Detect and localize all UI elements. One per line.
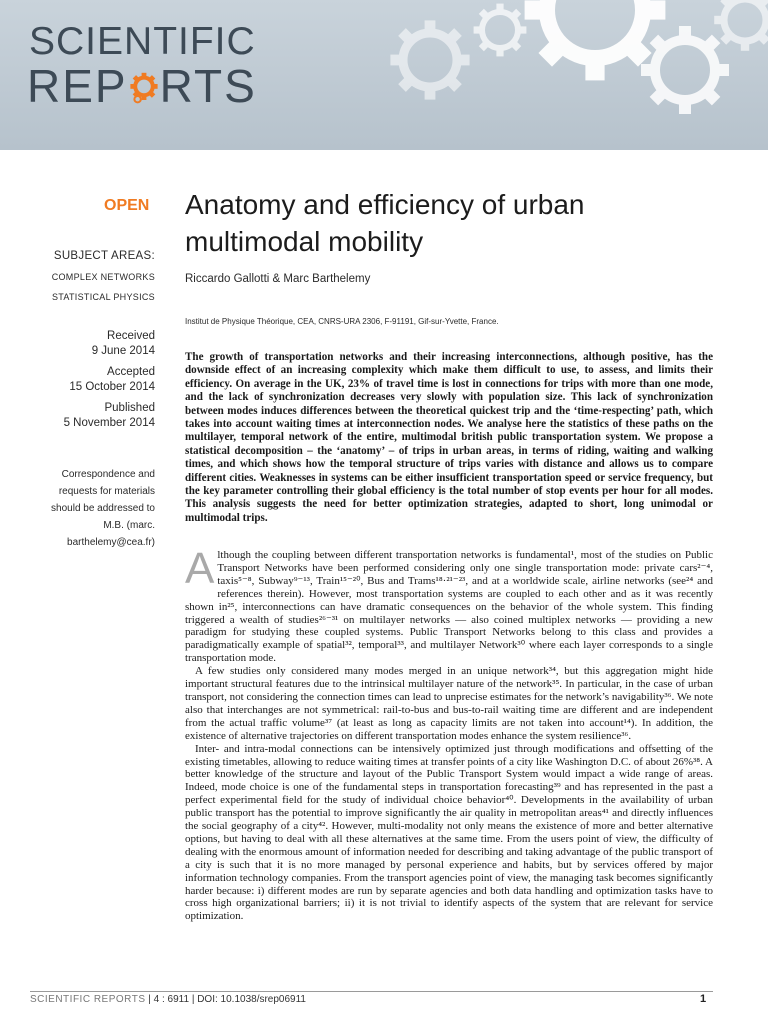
article-title [185, 186, 705, 260]
subject-link-statistical-physics[interactable]: STATISTICAL PHYSICS [51, 292, 155, 302]
published-label: Published [104, 402, 155, 414]
body-paragraph [185, 544, 713, 665]
accepted-date: 15 October 2014 [69, 381, 155, 393]
subject-areas-heading: SUBJECT AREAS: [53, 250, 155, 262]
correspondence-note [30, 466, 155, 551]
footer-journal: SCIENTIFIC REPORTS [30, 994, 146, 1005]
gears-decoration-icon [380, 0, 768, 150]
journal-name-line1: SCIENTIFIC [29, 20, 256, 63]
accepted-label: Accepted [107, 366, 155, 378]
journal-name-line2 [27, 62, 257, 110]
page-footer [30, 994, 306, 1005]
open-access-label: OPEN [104, 197, 150, 214]
article-authors[interactable]: Riccardo Gallotti & Marc Barthelemy [185, 273, 371, 285]
paragraph-text: lthough the coupling between different transportation networks is fundamental¹, most of the studies on Public Transport Networks have been performed considering only one single transportation mode: private cars²⁻⁴, taxis⁵⁻⁸, Subway⁹⁻¹³, Train¹⁵⁻²⁰, Bus and Trams¹⁸·²¹⁻²³, and at a worldwide scale, airline networks (see²⁴ and references therein). However, most transportation systems are coupled to each other and as it was recently shown in²⁵, interconnections can have dramatic consequences on the behavior of the whole system. This finding triggered a wealth of studies²⁶⁻³¹ on multilayer networks — also coined multiplex networks — providing a new paradigm for studying these coupled systems. Public Transport Networks belong to this class and provides a paradigmatically example of spatial³², temporal³³, and multilayer Network³⁰ where each layer corresponds to a single transportation mode. [185, 549, 713, 665]
correspondence-email[interactable]: barthelemy@cea.fr) [67, 537, 155, 548]
article-abstract: The growth of transportation networks and their increasing interconnections, although positive, has the downside effect of an increasing complexity which make them difficult to use, to assess, and limits their efficiency. On average in the UK, 23% of travel time is lost in connections for trips with more than one mode, and the lack of synchronization decreases very slowly with population size. This lack of synchronization between modes induces differences between the theoretical quickest trip and the ‘time-respecting’ path, which takes into account waiting times at interconnection nodes. We analyse here the statistics of these paths on the multilayer, temporal network of the entire, multimodal british public transportation system. We propose a statistical decomposition – the ‘anatomy’ – of trips in urban areas, in terms of riding, waiting and walking times, and which shows how the temporal structure of trips varies with distance and allows us to compare different cities. Weaknesses in systems can be either insufficient transportation speed or service frequency, but the key parameter controlling their global efficiency is the total number of stop events per hour for all modes. This analysis suggests the need for better optimization strategies, adapted to short, long unimodal or multimodal trips. [185, 351, 713, 524]
received-date: 9 June 2014 [91, 345, 155, 357]
correspondence-line: should be addressed to [51, 503, 155, 514]
journal-name-rts: RTS [159, 60, 257, 112]
correspondence-line: Correspondence and [61, 469, 155, 480]
article-title-line2: multimodal mobility [185, 226, 424, 257]
article-title-line1: Anatomy and efficiency of urban [185, 189, 585, 220]
footer-citation: | 4 : 6911 | DOI: 10.1038/srep06911 [145, 994, 306, 1005]
correspondence-line: M.B. (marc. [103, 520, 155, 531]
page-number: 1 [700, 993, 707, 1005]
published-date: 5 November 2014 [63, 417, 155, 429]
drop-cap: A [185, 544, 215, 593]
orange-gear-icon [128, 68, 160, 104]
author-affiliation: Institut de Physique Théorique, CEA, CNRS-URA 2306, F-91191, Gif-sur-Yvette, France. [185, 317, 499, 326]
received-label: Received [107, 330, 155, 342]
correspondence-line: requests for materials [58, 486, 155, 497]
body-paragraph: A few studies only considered many modes merged in an unique network³⁴, but this aggregation might hide important structural features due to the intrinsical multilayer nature of the network³⁵. In particular, in the case of urban transport, not considering the connection times can lead to unprecise estimates for the network’s navigability³⁶. We note also that interchanges are not symmetrical: rail-to-bus and bus-to-rail waiting time are different and are independent from the actual traffic volume³⁷ (at least as long as capacity limits are not taken into account¹⁴). In addition, the existence of alternative trajectories on different transportation modes enhance the system resilience³⁶. [185, 665, 713, 742]
journal-header [0, 0, 768, 150]
footer-divider [30, 991, 713, 992]
article-body [185, 544, 713, 923]
journal-name-rep: REP [27, 60, 128, 112]
subject-link-complex-networks[interactable]: COMPLEX NETWORKS [51, 272, 155, 282]
body-paragraph: Inter- and intra-modal connections can be intensively optimized just through modifications and offsetting of the existing timetables, allowing to reduce waiting times at transfer points of a city like Washington D.C. of about 26%³⁸. A better knowledge of the structure and layout of the Public Transport System would impact a wide range of areas. Indeed, mode choice is one of the fundamental steps in transportation forecasting³⁹ and has represented in the past a perfect experimental field for the study of individual choice behavior⁴⁰. Developments in the availability of urban public transport has the potential to improve significantly the air quality in metropolitan areas⁴¹ and directly influences the social geography of a city⁴². However, multi-modality not only means the existence of more and better alternative options, but having to deal with all these alternatives at the same time. From the users point of view, the difficulty of dealing with the enormous amount of information needed for describing and taking advantage of the public transport of a city is such that it is no more managed by personal experience and habits, but by services offered by major information technology companies. From the transport agencies point of view, the managing task becomes significantly harder because: i) different modes are run by separate agencies and both data handling and optimization tasks have to cross high organizational barriers; ii) it is not trivial to identify aspects of the system that are relevant for service optimization. [185, 742, 713, 923]
